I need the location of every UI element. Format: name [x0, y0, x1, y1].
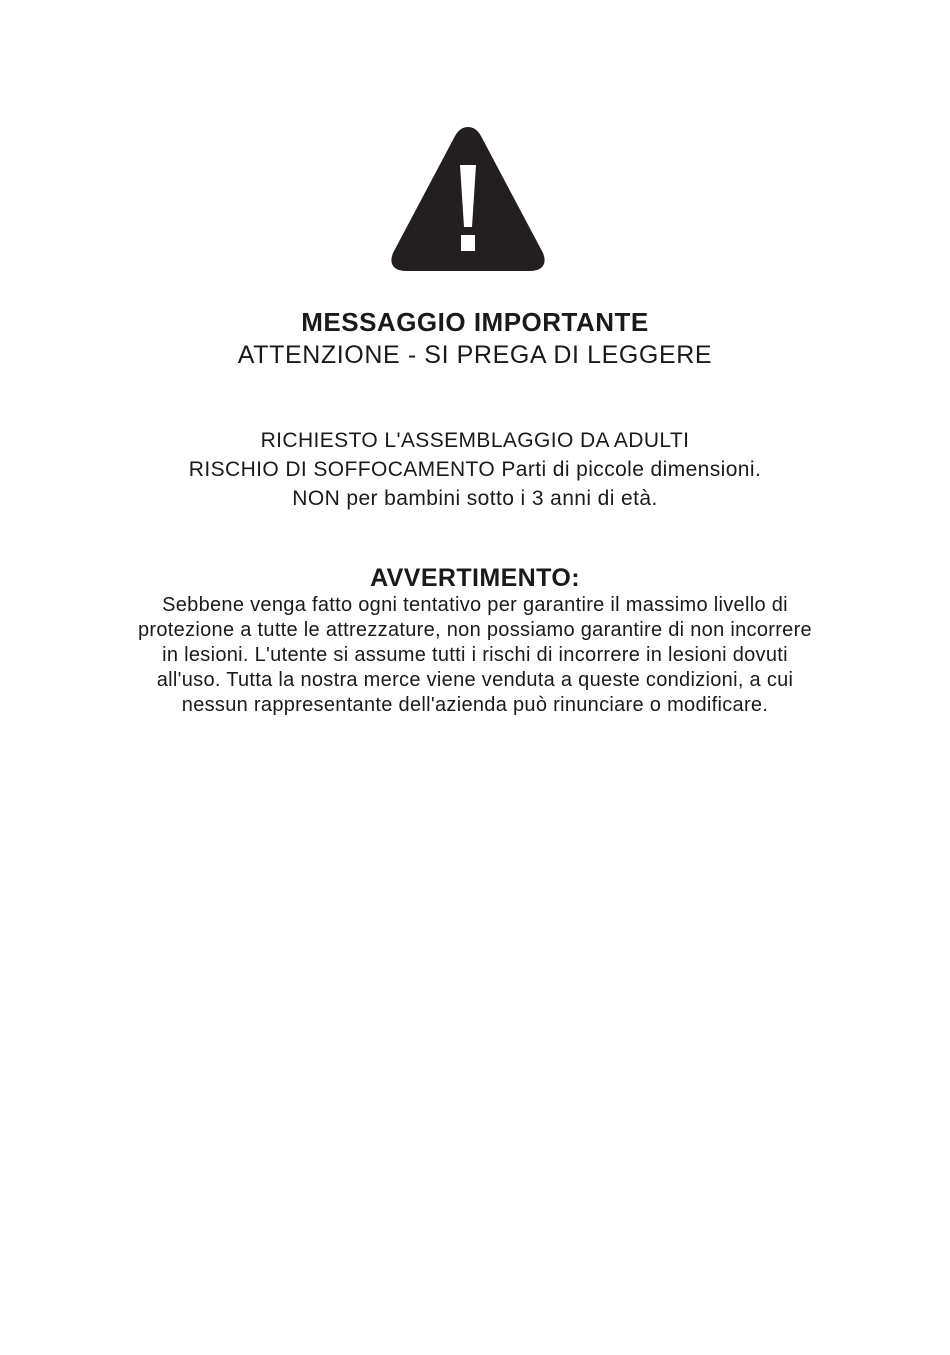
warning-line: Sebbene venga fatto ogni tentativo per garantire il massimo livello di — [162, 594, 788, 616]
notice-line: NON per bambini sotto i 3 anni di età. — [292, 487, 658, 510]
warning-body — [0, 593, 950, 718]
page-title: MESSAGGIO IMPORTANTE — [301, 307, 649, 337]
notice-line: RICHIESTO L'ASSEMBLAGGIO DA ADULTI — [260, 429, 690, 452]
page-subtitle: ATTENZIONE - SI PREGA DI LEGGERE — [237, 341, 713, 369]
safety-notice — [0, 426, 950, 513]
warning-title: AVVERTIMENTO: — [370, 564, 580, 592]
notice-line: RISCHIO DI SOFFOCAMENTO Parti di piccole dimensioni. — [188, 458, 762, 481]
warning-line: protezione a tutte le attrezzature, non possiamo garantire di non incorrere — [138, 619, 812, 641]
warning-line: in lesioni. L'utente si assume tutti i rischi di incorrere in lesioni dovuti — [162, 644, 788, 666]
warning-line: nessun rappresentante dell'azienda può rinunciare o modificare. — [181, 694, 769, 716]
exclamation-dot-icon — [461, 235, 475, 251]
warning-triangle-icon — [389, 125, 547, 272]
warning-line: all'uso. Tutta la nostra merce viene venduta a queste condizioni, a cui — [156, 669, 794, 691]
